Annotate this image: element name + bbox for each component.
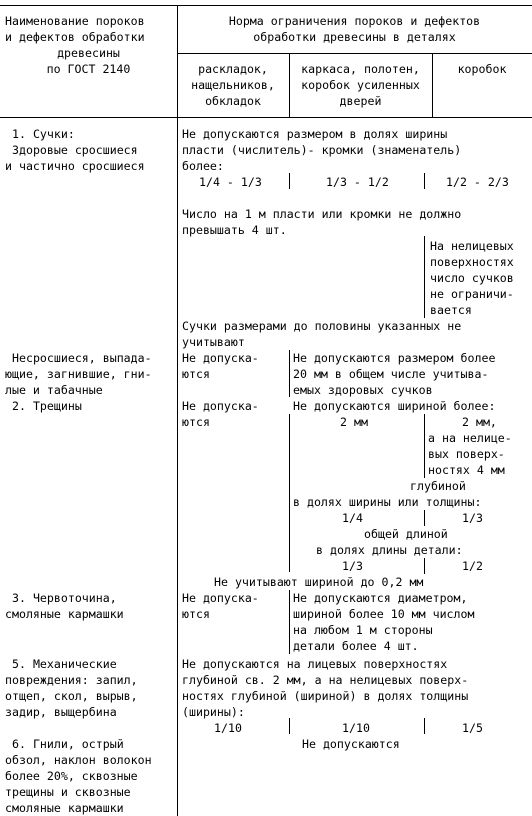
- r3-a-line-2: ются: [182, 415, 210, 429]
- r3-len-line-2: в долях длины детали:: [316, 543, 463, 557]
- r3-bc-header: Не допускаются шириной более:: [293, 399, 496, 413]
- r3-len-line-1: общей длиной: [364, 527, 448, 541]
- r2-name-line-1: Несросшиеся, выпада-: [12, 351, 152, 365]
- header-col1-line-4: по ГОСТ 2140: [46, 62, 131, 76]
- r3-depth-line-1: глубиной: [410, 479, 466, 493]
- r5-fraction-b: 1/10: [342, 721, 370, 735]
- r5-fraction-c: 1/5: [462, 721, 483, 735]
- r1-fraction-b: 1/3 - 1/2: [326, 175, 389, 189]
- r1-text-line-2: пласти (числитель)- кромки (знаменатель): [182, 143, 462, 157]
- r5-text-line-4: (ширины):: [182, 705, 245, 719]
- r3-subdivider-2: [424, 510, 425, 526]
- r3-c-width-line-3: вых поверх-: [428, 447, 505, 461]
- r4-name-line-1: 3. Червоточина,: [12, 591, 117, 605]
- r5-fraction-a: 1/10: [214, 721, 242, 735]
- r2-b-line-2: 20 мм в общем числе учитыва-: [293, 367, 489, 381]
- header-norm-line-1: Норма ограничения пороков и дефектов: [228, 14, 481, 28]
- r1-fraction-c: 1/2 - 2/3: [446, 175, 509, 189]
- r2-b-line-1: Не допускаются размером более: [293, 351, 496, 365]
- r1-name-line-1: 1. Сучки:: [12, 127, 75, 141]
- r5-text-line-2: глубиной св. 2 мм, а на нелицевых поверх-: [182, 673, 469, 687]
- r1-note-line-3: число сучков: [430, 271, 514, 285]
- header-sub-a-line-1: раскладок,: [198, 62, 268, 76]
- r3-a-line-1: Не допуска-: [182, 399, 259, 413]
- r5-name-line-2: повреждения: запил,: [5, 673, 138, 687]
- r1-text-line-1: Не допускаются размером в долях ширины: [182, 127, 448, 141]
- r4-divider: [289, 590, 290, 654]
- r3-len-b: 1/3: [342, 559, 363, 573]
- r3-c-width-line-1: 2 мм,: [462, 415, 497, 429]
- r4-b-line-4: детали более 4 шт.: [293, 639, 419, 653]
- r5-text-line-1: Не допускаются на лицевых поверхностях: [182, 657, 448, 671]
- r1-name-line-2: Здоровые сросшиеся: [12, 143, 138, 157]
- r1-note-line-5: вается: [430, 303, 472, 317]
- r6-name-line-4: трещины и сквозные: [5, 785, 131, 799]
- main-column-divider: [177, 5, 178, 816]
- r1-half-line-2: учитывают: [182, 335, 245, 349]
- r5-name-line-3: отщеп, скол, вырыв,: [5, 689, 138, 703]
- r3-subdivider-3: [424, 558, 425, 574]
- header-col1-line-2: и дефектов обработки: [5, 30, 145, 44]
- r4-name-line-2: смоляные кармашки: [5, 607, 124, 621]
- r6-name-line-3: более 20%, сквозные: [5, 769, 138, 783]
- r2-a-line-1: Не допуска-: [182, 351, 259, 365]
- header-sub-a-line-3: обкладок: [205, 94, 261, 108]
- r3-c-width-line-4: ностях 4 мм: [428, 463, 505, 477]
- r4-b-line-3: на любом 1 м стороны: [293, 623, 433, 637]
- r5-mark-2: [424, 718, 425, 734]
- r1-half-line-1: Сучки размерами до половины указанных не: [182, 319, 462, 333]
- r3-subdivider-1: [424, 414, 425, 478]
- r6-text: Не допускаются: [302, 737, 400, 751]
- r4-a-line-1: Не допуска-: [182, 591, 259, 605]
- r3-depth-c: 1/3: [462, 511, 483, 525]
- r3-ignore: Не учитывают шириной до 0,2 мм: [214, 575, 424, 589]
- r1-mark-2: [424, 173, 425, 189]
- header-sub-b-line-2: коробок усиленных: [301, 78, 420, 92]
- header-sub-c-line-1: коробок: [457, 62, 507, 76]
- r1-fraction-a: 1/4 - 1/3: [199, 175, 262, 189]
- r3-depth-line-2: в долях ширины или толщины:: [293, 495, 482, 509]
- header-sub-b-line-1: каркаса, полотен,: [301, 62, 420, 76]
- r1-note-line-1: На нелицевых: [430, 239, 514, 253]
- header-col1-line-1: Наименование пороков: [5, 14, 145, 28]
- r1-count-line-1: Число на 1 м пласти или кромки не должно: [182, 207, 462, 221]
- header-sub-b-line-3: дверей: [339, 94, 382, 108]
- subheader-divider: [177, 53, 532, 54]
- header-norm-line-2: обработки древесины в деталях: [253, 30, 456, 44]
- r5-name-line-1: 5. Механические: [12, 657, 117, 671]
- r1-note-line-4: не ограничи-: [430, 287, 514, 301]
- r1-count-line-2: превышать 4 шт.: [182, 223, 287, 237]
- r2-name-line-3: лые и табачные: [5, 383, 103, 397]
- r1-note-divider: [424, 236, 425, 318]
- r6-name-line-5: смоляные кармашки: [5, 801, 124, 815]
- r5-mark-1: [289, 718, 290, 734]
- r1-mark-1: [289, 173, 290, 189]
- r4-b-line-1: Не допускаются диаметром,: [293, 591, 468, 605]
- r2-divider: [289, 350, 290, 397]
- r3-depth-b: 1/4: [342, 511, 363, 525]
- r3-len-c: 1/2: [462, 559, 483, 573]
- r5-text-line-3: ностях глубиной (шириной) в долях толщины: [182, 689, 469, 703]
- header-col1-line-3: древесины: [57, 46, 120, 60]
- r3-divider: [289, 414, 290, 572]
- r4-b-line-2: шириной более 10 мм числом: [293, 607, 475, 621]
- top-border: [0, 5, 532, 6]
- r2-a-line-2: ются: [182, 367, 210, 381]
- header-bottom-border: [0, 117, 532, 118]
- r2-b-line-3: емых здоровых сучков: [293, 383, 433, 397]
- r1-note-line-2: поверхностях: [430, 255, 514, 269]
- r3-name: 2. Трещины: [12, 399, 82, 413]
- r6-name-line-2: обзол, наклон волокон: [5, 753, 152, 767]
- r5-name-line-4: задир, выщербина: [5, 705, 117, 719]
- r1-text-line-3: более:: [182, 159, 224, 173]
- r3-b-width: 2 мм: [340, 415, 368, 429]
- r2-name-line-2: ющие, загнившие, гни-: [5, 367, 152, 381]
- header-sub-a-line-2: нащельников,: [191, 78, 275, 92]
- r6-name-line-1: 6. Гнили, острый: [12, 737, 124, 751]
- r4-a-line-2: ются: [182, 607, 210, 621]
- r1-name-line-3: и частично сросшиеся: [5, 159, 145, 173]
- r3-c-width-line-2: а на нелице-: [428, 431, 512, 445]
